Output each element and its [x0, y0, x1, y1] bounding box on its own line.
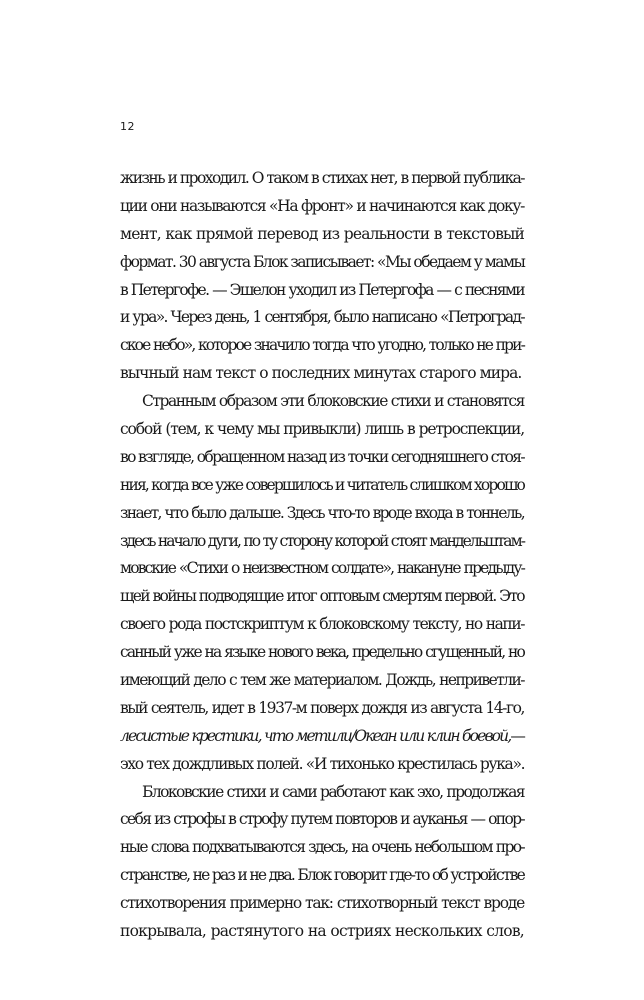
text-line: мовские «Стихи о неизвестном солдате», накануне предыду- — [120, 559, 524, 578]
text-line: вычный нам текст о последних минутах старого мира. — [120, 364, 522, 383]
text-line: эхо тех дождливых полей. «И тихонько крестилась рука». — [120, 754, 525, 773]
text-line: странстве, не раз и не два. Блок говорит где-то об устройстве — [120, 866, 524, 885]
text-line: в Петергофе. — Эшелон уходил из Петергофа — с песнями — [120, 280, 524, 299]
text-line: ции они называются «На фронт» и начинаются как доку- — [120, 196, 524, 215]
text-line: себя из строфы в строфу путем повторов и ауканья — опор- — [120, 810, 524, 829]
text-line: жизнь и проходил. О таком в стихах нет, в первой публика- — [120, 169, 524, 187]
text-line: знает, что было дальше. Здесь что-то вроде входа в тоннель, — [120, 503, 524, 522]
text-line: и ура». Через день, 1 сентября, было написано «Петроград- — [120, 308, 524, 327]
text-line: стихотворения примерно так: стихотворный текст вроде — [120, 894, 524, 913]
text-line: Странным образом эти блоковские стихи и становятся — [142, 392, 524, 411]
text-line: Блоковские стихи и сами работают как эхо, продолжая — [142, 782, 524, 801]
text-line: вый сеятель, идет в 1937-м поверх дождя из августа 14-го, — [120, 698, 524, 717]
text-line: ния, когда все уже совершилось и читатель слишком хорошо — [120, 475, 524, 494]
text-line: ское небо», которое значило тогда что угодно, только не при- — [120, 336, 524, 355]
text-line: щей войны подводящие итог оптовым смертям первой. Это — [120, 587, 524, 606]
text-line: своего рода постскриптум к блоковскому тексту, но напи- — [120, 615, 524, 634]
em-dash: — — [510, 726, 524, 745]
text-line: имеющий дело с тем же материалом. Дождь, неприветли- — [120, 671, 524, 690]
text-line: покрывала, растянутого на остриях нескольких слов, — [120, 922, 524, 941]
text-line: мент, как прямой перевод из реальности в текстовый — [120, 224, 524, 243]
text-line: санный уже на языке нового века, предельно сгущенный, но — [120, 643, 524, 662]
text-line — [120, 723, 524, 751]
text-line: формат. 30 августа Блок записывает: «Мы обедаем у мамы — [120, 252, 525, 271]
body-text — [120, 165, 524, 946]
text-line: во взгляде, обращенном назад из точки сегодняшнего стоя- — [120, 447, 524, 466]
text-line: здесь начало дуги, по ту сторону которой стоят мандельштам- — [120, 531, 524, 550]
quoted-verse: лесистые крестики, что метили/Океан или клин боевой, — [120, 726, 511, 745]
text-line: собой (тем, к чему мы привыкли) лишь в ретроспекции, — [120, 420, 524, 439]
page-number: 12 — [120, 120, 135, 133]
text-line: ные слова подхватываются здесь, на очень небольшом про- — [120, 838, 524, 857]
